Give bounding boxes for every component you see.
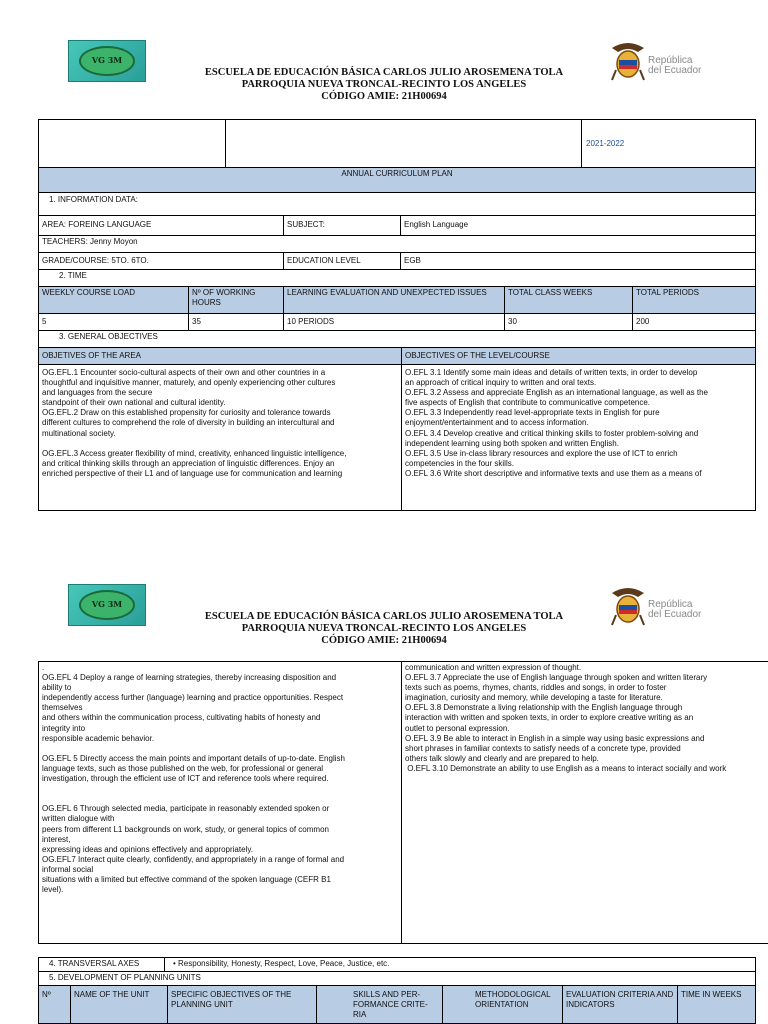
unit-header-number: Nº — [38, 985, 71, 1024]
republic-line1-2: República — [648, 599, 693, 610]
objectives-level-text: O.EFL 3.1 Identify some main ideas and details of written texts, in order to develop an approach of critical inquiry to written and oral texts. O.EFL 3.2 Assess and appreciate English as an international language, as well as the five aspects of English that contribute to communicative competence. O.EFL 3.3 Independently read level-appropriate texts in English for pure enjoyment/entertainment and to access information. O.EFL 3.4 Develop creative and critical thinking skills to foster problem-solving and independent learning using both spoken and written English. O.EFL 3.5 Use in-class library resources and explore the use of ICT to enrich competencies in the four skills. O.EFL 3.6 Write short descriptive and informative texts and use them as a means of — [405, 368, 709, 478]
time-value-weekly: 5 — [38, 313, 189, 331]
school-logo-text: VG 3M — [91, 55, 123, 65]
unit-header-time: TIME IN WEEKS — [677, 985, 756, 1024]
time-header-evaluation: LEARNING EVALUATION AND UNEXPECTED ISSUES — [283, 286, 505, 314]
time-value-weeks: 30 — [504, 313, 633, 331]
subject-label: SUBJECT: — [283, 215, 401, 236]
info-heading: 1. INFORMATION DATA: — [38, 192, 756, 216]
edu-level-label: EDUCATION LEVEL — [283, 252, 401, 270]
school-name: ESCUELA DE EDUCACIÓN BÁSICA CARLOS JULIO AROSEMENA TOLA — [204, 67, 564, 78]
unit-header-objectives: SPECIFIC OBJECTIVES OF THE PLANNING UNIT — [167, 985, 317, 1024]
general-objectives-heading: 3. GENERAL OBJECTIVES — [38, 330, 756, 348]
transversal-label: 4. TRANSVERSAL AXES — [38, 957, 165, 972]
transversal-value: • Responsibility, Honesty, Respect, Love, Peace, Justice, etc. — [164, 957, 756, 972]
time-header-weekly: WEEKLY COURSE LOAD — [38, 286, 189, 314]
header-blank-cell-2 — [225, 119, 582, 168]
amie-code-2: CÓDIGO AMIE: 21H00694 — [321, 635, 447, 646]
amie-code: CÓDIGO AMIE: 21H00694 — [321, 91, 447, 102]
time-header-weeks: TOTAL CLASS WEEKS — [504, 286, 633, 314]
objectives-level-header: OBJECTIVES OF THE LEVEL/COURSE — [401, 347, 756, 365]
time-header-periods: TOTAL PERIODS — [632, 286, 756, 314]
header-blank-cell-1 — [38, 119, 226, 168]
republic-line2-2: del Ecuador — [648, 609, 702, 620]
school-name-2: ESCUELA DE EDUCACIÓN BÁSICA CARLOS JULIO AROSEMENA TOLA — [204, 611, 564, 622]
time-value-hours: 35 — [188, 313, 284, 331]
plan-title: ANNUAL CURRICULUM PLAN — [38, 167, 756, 193]
objectives-area-header: OBJETIVES OF THE AREA — [38, 347, 402, 365]
republic-line1: República — [648, 55, 693, 66]
unit-header-evaluation: EVALUATION CRITERIA AND INDICATORS — [562, 985, 678, 1024]
subject-value: English Language — [400, 215, 756, 236]
time-header-hours: Nº OF WORKING HOURS — [188, 286, 284, 314]
unit-header-name: NAME OF THE UNIT — [70, 985, 168, 1024]
time-value-evaluation: 10 PERIODS — [283, 313, 505, 331]
time-heading: 2. TIME — [38, 269, 756, 287]
time-value-periods: 200 — [632, 313, 756, 331]
area-label: AREA: FOREING LANGUAGE — [38, 215, 284, 236]
objectives-level-text-continued: communication and written expression of thought. O.EFL 3.7 Appreciate the use of English language through spoken and written literary texts such as poems, rhymes, chants, riddles and songs, in order to foster imagination, curiosity and memory, while developing a taste for literature. O.EFL 3.8 Demonstrate a living relationship with the English language through interaction with written and spoken texts, in order to explore creative writing as an outlet to personal expression. O.EFL 3.9 Be able to interact in English in a simple way using basic expressions and short phrases in familiar contexts to satisfy needs of a concrete type, provided others talk slowly and clearly and are prepared to help. O.EFL 3.10 Demonstrate an ability to use English as a means to interact socially and work — [405, 663, 727, 773]
parish-name-2: PARROQUIA NUEVA TRONCAL-RECINTO LOS ANGELES — [241, 623, 527, 634]
school-year: 2021-2022 — [581, 119, 756, 168]
objectives-area-text: OG.EFL.1 Encounter socio-cultural aspects of their own and other countries in a thoughtful and inquisitive manner, maturely, and openly experiencing other cultures and languages from the secure standpoint of their own national and cultural identity. OG.EFL.2 Draw on this established propensity for curiosity and tolerance towards different cultures to comprehend the role of diversity in building an intercultural and multinational society. OG.EFL.3 Access greater flexibility of mind, creativity, enhanced linguistic intelligence, and critical thinking skills through an appreciation of linguistic differences. Enjoy an enriched perspective of their L1 and of language use for communication and learning — [42, 368, 347, 478]
republic-line2: del Ecuador — [648, 65, 702, 76]
grade-course: GRADE/COURSE: 5TO. 6TO. — [38, 252, 284, 270]
unit-header-skills: SKILLS AND PER- FORMANCE CRITE- RIA — [316, 985, 443, 1024]
objectives-area-text-continued: . OG.EFL 4 Deploy a range of learning strategies, thereby increasing disposition and ability to independently access further (language) learning and practice opportunities. Respect themselves and others within the communication process, cultivating habits of honesty and integrity into responsible academic behavior. OG.EFL 5 Directly access the main points and important details of up-to-date. English language texts, such as those published on the web, for professional or general investigation, through the efficient use of ICT and reference tools where required. OG.EFL 6 Through selected media, participate in reasonably extended spoken or written dialogue with peers from different L1 backgrounds on work, study, or general topics of common interest, expressing ideas and opinions effectively and appropriately. OG.EFL7 Interact quite clearly, confidently, and appropriately in a range of formal and informal social situations with a limited but effective command of the spoken language (CEFR B1 level). — [42, 663, 345, 895]
parish-name: PARROQUIA NUEVA TRONCAL-RECINTO LOS ANGELES — [241, 79, 527, 90]
development-heading: 5. DEVELOPMENT OF PLANNING UNITS — [38, 971, 756, 986]
teachers: TEACHERS: Jenny Moyon — [38, 235, 756, 253]
unit-header-methodology: METHODOLOGICAL ORIENTATION — [442, 985, 563, 1024]
school-logo-text-2: VG 3M — [91, 599, 123, 609]
edu-level-value: EGB — [400, 252, 756, 270]
